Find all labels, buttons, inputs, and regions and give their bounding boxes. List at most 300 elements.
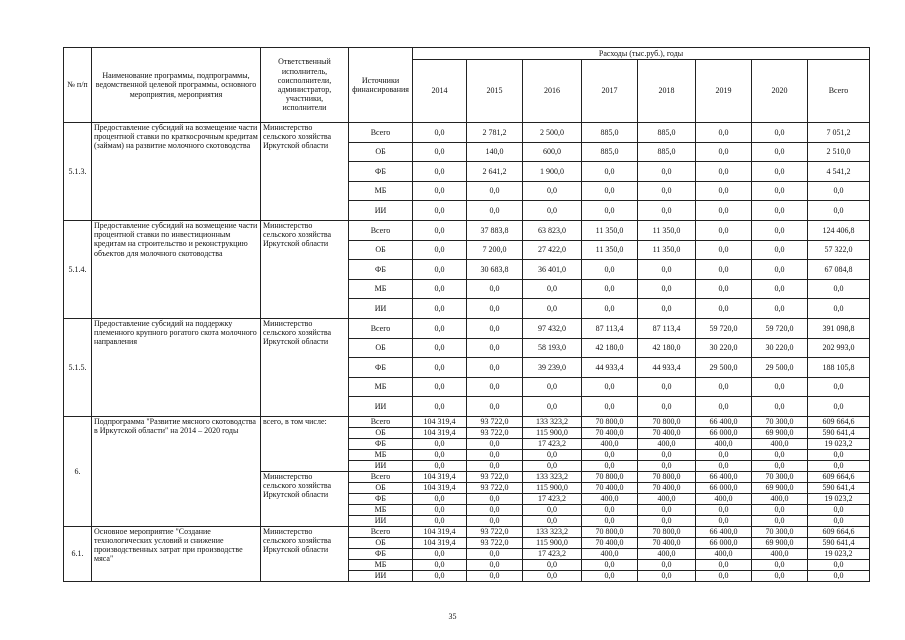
row-number: 6.1.	[64, 526, 92, 581]
value-cell: 97 432,0	[523, 318, 582, 338]
executor: Министерство сельского хозяйства Иркутской области	[261, 526, 349, 581]
value-cell: 70 300,0	[752, 416, 808, 427]
executor: Министерство сельского хозяйства Иркутской области	[261, 318, 349, 416]
value-cell: 188 105,8	[808, 358, 870, 378]
value-cell: 0,0	[467, 504, 523, 515]
value-cell: 104 319,4	[413, 471, 467, 482]
funding-source-cell: МБ	[349, 559, 413, 570]
value-cell: 0,0	[696, 515, 752, 526]
value-cell: 600,0	[523, 142, 582, 162]
value-cell: 66 000,0	[696, 537, 752, 548]
value-cell: 0,0	[696, 162, 752, 182]
program-name: Подпрограмма "Развитие мясного скотоводства в Иркутской области" на 2014 – 2020 годы	[92, 416, 261, 526]
value-cell: 70 300,0	[752, 526, 808, 537]
value-cell: 0,0	[413, 449, 467, 460]
value-cell: 0,0	[467, 449, 523, 460]
row-number: 5.1.3.	[64, 123, 92, 221]
value-cell: 17 423,2	[523, 438, 582, 449]
value-cell: 70 400,0	[582, 482, 638, 493]
value-cell: 58 193,0	[523, 338, 582, 358]
value-cell: 400,0	[582, 548, 638, 559]
value-cell: 29 500,0	[752, 358, 808, 378]
funding-source-cell: ФБ	[349, 162, 413, 182]
funding-source-cell: ФБ	[349, 493, 413, 504]
value-cell: 0,0	[413, 299, 467, 319]
value-cell: 0,0	[696, 260, 752, 280]
executor: Министерство сельского хозяйства Иркутской области	[261, 471, 349, 526]
value-cell: 0,0	[582, 559, 638, 570]
value-cell: 104 319,4	[413, 526, 467, 537]
value-cell: 93 722,0	[467, 427, 523, 438]
value-cell: 609 664,6	[808, 416, 870, 427]
funding-source-cell: Всего	[349, 416, 413, 427]
value-cell: 0,0	[582, 181, 638, 201]
value-cell: 70 800,0	[638, 526, 696, 537]
value-cell: 0,0	[413, 123, 467, 143]
value-cell: 0,0	[808, 201, 870, 221]
funding-source-cell: ИИ	[349, 460, 413, 471]
value-cell: 400,0	[638, 438, 696, 449]
value-cell: 0,0	[752, 397, 808, 417]
value-cell: 0,0	[582, 570, 638, 581]
value-cell: 0,0	[638, 279, 696, 299]
value-cell: 2 500,0	[523, 123, 582, 143]
value-cell: 885,0	[582, 142, 638, 162]
executor: всего, в том числе:	[261, 416, 349, 471]
value-cell: 0,0	[752, 123, 808, 143]
value-cell: 0,0	[467, 377, 523, 397]
row-number: 6.	[64, 416, 92, 526]
value-cell: 0,0	[808, 570, 870, 581]
program-name: Предоставление субсидий на возмещение части процентной ставки по краткосрочным кредитам (займам) на развитие молочного скотоводства	[92, 123, 261, 221]
value-cell: 44 933,4	[582, 358, 638, 378]
value-cell: 133 323,2	[523, 416, 582, 427]
value-cell: 87 113,4	[582, 318, 638, 338]
table-row	[64, 318, 870, 338]
value-cell: 115 900,0	[523, 482, 582, 493]
funding-source-cell: Всего	[349, 123, 413, 143]
value-cell: 0,0	[808, 460, 870, 471]
value-cell: 0,0	[582, 397, 638, 417]
value-cell: 30 683,8	[467, 260, 523, 280]
header-total: Всего	[808, 60, 870, 123]
value-cell: 0,0	[638, 260, 696, 280]
funding-source-cell: ОБ	[349, 240, 413, 260]
value-cell: 0,0	[582, 515, 638, 526]
value-cell: 0,0	[467, 570, 523, 581]
value-cell: 0,0	[696, 377, 752, 397]
value-cell: 0,0	[752, 570, 808, 581]
value-cell: 0,0	[752, 240, 808, 260]
value-cell: 0,0	[467, 318, 523, 338]
value-cell: 4 541,2	[808, 162, 870, 182]
funding-source-cell: ОБ	[349, 427, 413, 438]
value-cell: 0,0	[752, 142, 808, 162]
executor: Министерство сельского хозяйства Иркутской области	[261, 220, 349, 318]
header-year: 2019	[696, 60, 752, 123]
value-cell: 0,0	[582, 377, 638, 397]
value-cell: 0,0	[413, 515, 467, 526]
value-cell: 2 641,2	[467, 162, 523, 182]
value-cell: 0,0	[696, 220, 752, 240]
value-cell: 39 239,0	[523, 358, 582, 378]
value-cell: 19 023,2	[808, 493, 870, 504]
value-cell: 0,0	[808, 449, 870, 460]
program-name: Основное мероприятие "Создание технологических условий и снижение производственных затрат при производстве мяса"	[92, 526, 261, 581]
value-cell: 0,0	[752, 377, 808, 397]
value-cell: 57 322,0	[808, 240, 870, 260]
value-cell: 0,0	[638, 377, 696, 397]
value-cell: 70 800,0	[638, 471, 696, 482]
value-cell: 133 323,2	[523, 471, 582, 482]
value-cell: 0,0	[696, 299, 752, 319]
value-cell: 0,0	[752, 449, 808, 460]
value-cell: 70 400,0	[582, 537, 638, 548]
value-cell: 0,0	[638, 299, 696, 319]
value-cell: 0,0	[413, 162, 467, 182]
value-cell: 0,0	[467, 299, 523, 319]
value-cell: 124 406,8	[808, 220, 870, 240]
value-cell: 400,0	[696, 493, 752, 504]
value-cell: 70 400,0	[638, 482, 696, 493]
value-cell: 36 401,0	[523, 260, 582, 280]
value-cell: 93 722,0	[467, 537, 523, 548]
value-cell: 0,0	[413, 548, 467, 559]
value-cell: 66 000,0	[696, 482, 752, 493]
value-cell: 0,0	[638, 515, 696, 526]
value-cell: 0,0	[523, 377, 582, 397]
value-cell: 2 781,2	[467, 123, 523, 143]
funding-source-cell: ФБ	[349, 260, 413, 280]
funding-source-cell: МБ	[349, 181, 413, 201]
funding-source-cell: ФБ	[349, 358, 413, 378]
value-cell: 0,0	[808, 181, 870, 201]
value-cell: 0,0	[523, 299, 582, 319]
value-cell: 0,0	[413, 260, 467, 280]
value-cell: 93 722,0	[467, 482, 523, 493]
value-cell: 17 423,2	[523, 493, 582, 504]
funding-source-cell: ИИ	[349, 201, 413, 221]
value-cell: 0,0	[467, 358, 523, 378]
value-cell: 42 180,0	[638, 338, 696, 358]
value-cell: 0,0	[467, 181, 523, 201]
value-cell: 11 350,0	[582, 240, 638, 260]
value-cell: 104 319,4	[413, 416, 467, 427]
value-cell: 0,0	[413, 504, 467, 515]
value-cell: 0,0	[752, 162, 808, 182]
value-cell: 1 900,0	[523, 162, 582, 182]
value-cell: 0,0	[413, 358, 467, 378]
header-year: 2018	[638, 60, 696, 123]
header-year: 2015	[467, 60, 523, 123]
funding-source-cell: Всего	[349, 471, 413, 482]
value-cell: 0,0	[582, 504, 638, 515]
value-cell: 0,0	[808, 377, 870, 397]
value-cell: 70 400,0	[582, 427, 638, 438]
value-cell: 140,0	[467, 142, 523, 162]
funding-source-cell: ОБ	[349, 482, 413, 493]
value-cell: 0,0	[413, 279, 467, 299]
value-cell: 7 200,0	[467, 240, 523, 260]
funding-source-cell: ИИ	[349, 397, 413, 417]
value-cell: 0,0	[752, 559, 808, 570]
value-cell: 0,0	[808, 299, 870, 319]
value-cell: 87 113,4	[638, 318, 696, 338]
value-cell: 0,0	[413, 220, 467, 240]
value-cell: 0,0	[752, 504, 808, 515]
funding-source-cell: ИИ	[349, 570, 413, 581]
funding-source-cell: МБ	[349, 504, 413, 515]
value-cell: 0,0	[413, 460, 467, 471]
value-cell: 70 300,0	[752, 471, 808, 482]
value-cell: 70 400,0	[638, 427, 696, 438]
value-cell: 0,0	[413, 570, 467, 581]
value-cell: 0,0	[582, 299, 638, 319]
value-cell: 115 900,0	[523, 427, 582, 438]
value-cell: 0,0	[413, 338, 467, 358]
value-cell: 609 664,6	[808, 471, 870, 482]
value-cell: 0,0	[752, 181, 808, 201]
value-cell: 66 000,0	[696, 427, 752, 438]
table-row	[64, 220, 870, 240]
value-cell: 0,0	[413, 559, 467, 570]
row-number: 5.1.4.	[64, 220, 92, 318]
value-cell: 0,0	[582, 460, 638, 471]
header-funding-source: Источники финансирования	[349, 48, 413, 123]
value-cell: 400,0	[638, 493, 696, 504]
value-cell: 0,0	[638, 181, 696, 201]
executor: Министерство сельского хозяйства Иркутской области	[261, 123, 349, 221]
value-cell: 590 641,4	[808, 427, 870, 438]
value-cell: 590 641,4	[808, 482, 870, 493]
header-number: № п/п	[64, 48, 92, 123]
value-cell: 0,0	[467, 559, 523, 570]
value-cell: 70 400,0	[638, 537, 696, 548]
header-year: 2016	[523, 60, 582, 123]
value-cell: 0,0	[523, 449, 582, 460]
header-year: 2020	[752, 60, 808, 123]
value-cell: 0,0	[413, 397, 467, 417]
value-cell: 44 933,4	[638, 358, 696, 378]
value-cell: 0,0	[582, 449, 638, 460]
value-cell: 0,0	[638, 570, 696, 581]
value-cell: 2 510,0	[808, 142, 870, 162]
value-cell: 0,0	[752, 460, 808, 471]
value-cell: 885,0	[582, 123, 638, 143]
page-number: 35	[448, 612, 457, 621]
header-executor: Ответственный исполнитель, соисполнители, администратор, участники, исполнители	[261, 48, 349, 123]
funding-source-cell: ОБ	[349, 142, 413, 162]
value-cell: 0,0	[523, 279, 582, 299]
value-cell: 0,0	[523, 504, 582, 515]
value-cell: 400,0	[582, 438, 638, 449]
value-cell: 400,0	[696, 548, 752, 559]
value-cell: 0,0	[696, 142, 752, 162]
value-cell: 400,0	[582, 493, 638, 504]
value-cell: 0,0	[638, 504, 696, 515]
value-cell: 0,0	[413, 493, 467, 504]
value-cell: 69 900,0	[752, 482, 808, 493]
value-cell: 0,0	[413, 318, 467, 338]
value-cell: 66 400,0	[696, 471, 752, 482]
value-cell: 0,0	[413, 201, 467, 221]
value-cell: 93 722,0	[467, 526, 523, 537]
value-cell: 0,0	[467, 397, 523, 417]
value-cell: 0,0	[696, 201, 752, 221]
header-program-name: Наименование программы, подпрограммы, ведомственной целевой программы, основного мероприятия, мероприятия	[92, 48, 261, 123]
value-cell: 30 220,0	[696, 338, 752, 358]
value-cell: 0,0	[638, 162, 696, 182]
funding-source-cell: МБ	[349, 279, 413, 299]
value-cell: 0,0	[808, 559, 870, 570]
value-cell: 0,0	[696, 279, 752, 299]
table-row	[64, 416, 870, 427]
value-cell: 0,0	[467, 548, 523, 559]
value-cell: 104 319,4	[413, 427, 467, 438]
value-cell: 0,0	[696, 181, 752, 201]
funding-source-cell: Всего	[349, 318, 413, 338]
value-cell: 202 993,0	[808, 338, 870, 358]
value-cell: 0,0	[752, 260, 808, 280]
value-cell: 0,0	[523, 515, 582, 526]
header-year: 2014	[413, 60, 467, 123]
value-cell: 19 023,2	[808, 438, 870, 449]
value-cell: 0,0	[752, 299, 808, 319]
value-cell: 885,0	[638, 123, 696, 143]
value-cell: 63 823,0	[523, 220, 582, 240]
value-cell: 30 220,0	[752, 338, 808, 358]
value-cell: 0,0	[752, 279, 808, 299]
value-cell: 0,0	[413, 438, 467, 449]
value-cell: 0,0	[467, 515, 523, 526]
value-cell: 0,0	[582, 260, 638, 280]
value-cell: 11 350,0	[638, 240, 696, 260]
value-cell: 66 400,0	[696, 526, 752, 537]
value-cell: 66 400,0	[696, 416, 752, 427]
value-cell: 400,0	[696, 438, 752, 449]
value-cell: 0,0	[638, 449, 696, 460]
value-cell: 11 350,0	[638, 220, 696, 240]
value-cell: 590 641,4	[808, 537, 870, 548]
funding-source-cell: Всего	[349, 526, 413, 537]
value-cell: 0,0	[413, 181, 467, 201]
value-cell: 70 800,0	[582, 416, 638, 427]
value-cell: 104 319,4	[413, 537, 467, 548]
value-cell: 70 800,0	[582, 471, 638, 482]
value-cell: 115 900,0	[523, 537, 582, 548]
value-cell: 0,0	[467, 279, 523, 299]
value-cell: 0,0	[752, 220, 808, 240]
value-cell: 0,0	[467, 493, 523, 504]
value-cell: 0,0	[523, 201, 582, 221]
value-cell: 93 722,0	[467, 416, 523, 427]
value-cell: 0,0	[696, 504, 752, 515]
value-cell: 0,0	[467, 201, 523, 221]
value-cell: 0,0	[638, 201, 696, 221]
funding-source-cell: ФБ	[349, 548, 413, 559]
funding-source-cell: ИИ	[349, 515, 413, 526]
value-cell: 0,0	[523, 460, 582, 471]
funding-source-cell: Всего	[349, 220, 413, 240]
value-cell: 0,0	[638, 397, 696, 417]
value-cell: 0,0	[582, 279, 638, 299]
value-cell: 59 720,0	[696, 318, 752, 338]
table-row	[64, 526, 870, 537]
value-cell: 0,0	[467, 338, 523, 358]
table-row	[64, 123, 870, 143]
value-cell: 70 800,0	[638, 416, 696, 427]
value-cell: 0,0	[413, 377, 467, 397]
value-cell: 42 180,0	[582, 338, 638, 358]
funding-source-cell: ОБ	[349, 537, 413, 548]
value-cell: 0,0	[638, 559, 696, 570]
program-name: Предоставление субсидий на поддержку племенного крупного рогатого скота молочного направления	[92, 318, 261, 416]
row-number: 5.1.5.	[64, 318, 92, 416]
value-cell: 0,0	[752, 515, 808, 526]
value-cell: 59 720,0	[752, 318, 808, 338]
value-cell: 400,0	[752, 548, 808, 559]
value-cell: 0,0	[523, 570, 582, 581]
value-cell: 0,0	[696, 559, 752, 570]
value-cell: 7 051,2	[808, 123, 870, 143]
value-cell: 69 900,0	[752, 537, 808, 548]
value-cell: 104 319,4	[413, 482, 467, 493]
value-cell: 0,0	[696, 570, 752, 581]
value-cell: 29 500,0	[696, 358, 752, 378]
value-cell: 67 084,8	[808, 260, 870, 280]
value-cell: 0,0	[808, 504, 870, 515]
value-cell: 0,0	[808, 279, 870, 299]
value-cell: 400,0	[752, 438, 808, 449]
budget-table	[63, 47, 870, 582]
header-year: 2017	[582, 60, 638, 123]
value-cell: 0,0	[752, 201, 808, 221]
value-cell: 37 883,8	[467, 220, 523, 240]
program-name: Предоставление субсидий на возмещение части процентной ставки по инвестиционным кредитам на строительство и реконструкцию объектов для молочного скотоводства	[92, 220, 261, 318]
header-spending: Расходы (тыс.руб.), годы	[413, 48, 870, 60]
value-cell: 0,0	[808, 515, 870, 526]
value-cell: 0,0	[696, 449, 752, 460]
value-cell: 0,0	[523, 559, 582, 570]
value-cell: 609 664,6	[808, 526, 870, 537]
value-cell: 11 350,0	[582, 220, 638, 240]
value-cell: 0,0	[523, 181, 582, 201]
value-cell: 0,0	[413, 142, 467, 162]
value-cell: 400,0	[752, 493, 808, 504]
value-cell: 0,0	[696, 240, 752, 260]
value-cell: 133 323,2	[523, 526, 582, 537]
value-cell: 0,0	[467, 438, 523, 449]
funding-source-cell: ИИ	[349, 299, 413, 319]
funding-source-cell: ФБ	[349, 438, 413, 449]
value-cell: 885,0	[638, 142, 696, 162]
value-cell: 17 423,2	[523, 548, 582, 559]
value-cell: 27 422,0	[523, 240, 582, 260]
funding-source-cell: ОБ	[349, 338, 413, 358]
value-cell: 0,0	[467, 460, 523, 471]
funding-source-cell: МБ	[349, 377, 413, 397]
value-cell: 0,0	[696, 397, 752, 417]
value-cell: 0,0	[413, 240, 467, 260]
value-cell: 0,0	[638, 460, 696, 471]
value-cell: 391 098,8	[808, 318, 870, 338]
value-cell: 0,0	[808, 397, 870, 417]
value-cell: 0,0	[523, 397, 582, 417]
value-cell: 0,0	[696, 123, 752, 143]
value-cell: 19 023,2	[808, 548, 870, 559]
value-cell: 0,0	[582, 162, 638, 182]
value-cell: 400,0	[638, 548, 696, 559]
